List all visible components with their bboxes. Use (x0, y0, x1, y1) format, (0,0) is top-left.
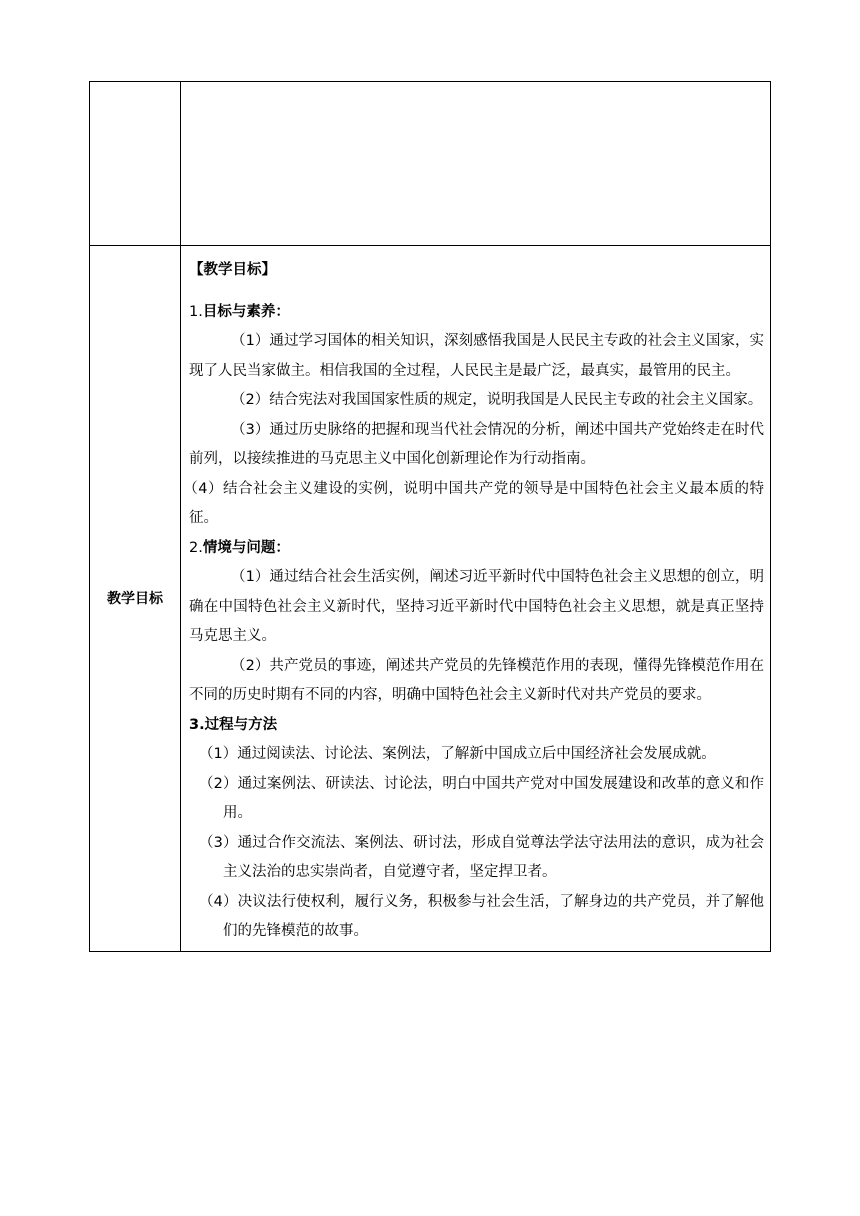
objective-item: （2）共产党员的事迹，阐述共产党员的先锋模范作用的表现，懂得先锋模范作用在不同的历史时期有不同的内容，明确中国特色社会主义新时代对共产党员的要求。 (189, 657, 764, 703)
section-2-number: 2. (189, 539, 203, 556)
objectives-content (181, 246, 770, 951)
table-row (90, 82, 771, 246)
section-2-heading (189, 534, 764, 564)
table-row (90, 246, 771, 952)
objective-item: （3）通过历史脉络的把握和现当代社会情况的分析，阐述中国共产党始终走在时代前列，以接续推进的马克思主义中国化创新理论作为行动指南。 (189, 421, 764, 467)
section-title: 【教学目标】 (189, 262, 276, 278)
objectives-cell (181, 246, 771, 952)
section-3-title: 3.过程与方法 (189, 716, 278, 733)
section-1-heading (189, 298, 764, 328)
row-label-cell (90, 246, 181, 952)
objective-item: （4）决议法行使权利，履行义务，积极参与社会生活，了解身边的共产党员，并了解他们的先锋模范的故事。 (199, 893, 764, 939)
empty-content-cell (181, 82, 771, 246)
section-1-title: 目标与素养： (202, 303, 290, 320)
objective-item: （1）通过阅读法、讨论法、案例法，了解新中国成立后中国经济社会发展成就。 (199, 746, 716, 762)
objective-item: （3）通过合作交流法、案例法、研讨法，形成自觉尊法学法守法用法的意识，成为社会主义法治的忠实崇尚者，自觉遵守者，坚定捍卫者。 (199, 834, 764, 880)
objective-item: （1）通过结合社会生活实例，阐述习近平新时代中国特色社会主义思想的创立，明确在中国特色社会主义新时代，坚持习近平新时代中国特色社会主义思想，就是真正坚持马克思主义。 (189, 569, 764, 644)
lesson-plan-table (89, 81, 771, 952)
objective-item: （4）结合社会主义建设的实例，说明中国共产党的领导是中国特色社会主义最本质的特征。 (183, 480, 764, 526)
section-2-title: 情境与问题： (202, 539, 290, 556)
section-1-number: 1. (189, 303, 203, 320)
objective-item: （2）结合宪法对我国国家性质的规定，说明我国是人民民主专政的社会主义国家。 (231, 392, 763, 408)
empty-label-cell (90, 82, 181, 246)
objective-item: （1）通过学习国体的相关知识，深刻感悟我国是人民民主专政的社会主义国家，实现了人民当家做主。相信我国的全过程，人民民主是最广泛，最真实，最管用的民主。 (189, 333, 764, 379)
row-label: 教学目标 (107, 591, 163, 608)
objective-item: （2）通过案例法、研读法、讨论法，明白中国共产党对中国发展建设和改革的意义和作用。 (199, 775, 764, 821)
